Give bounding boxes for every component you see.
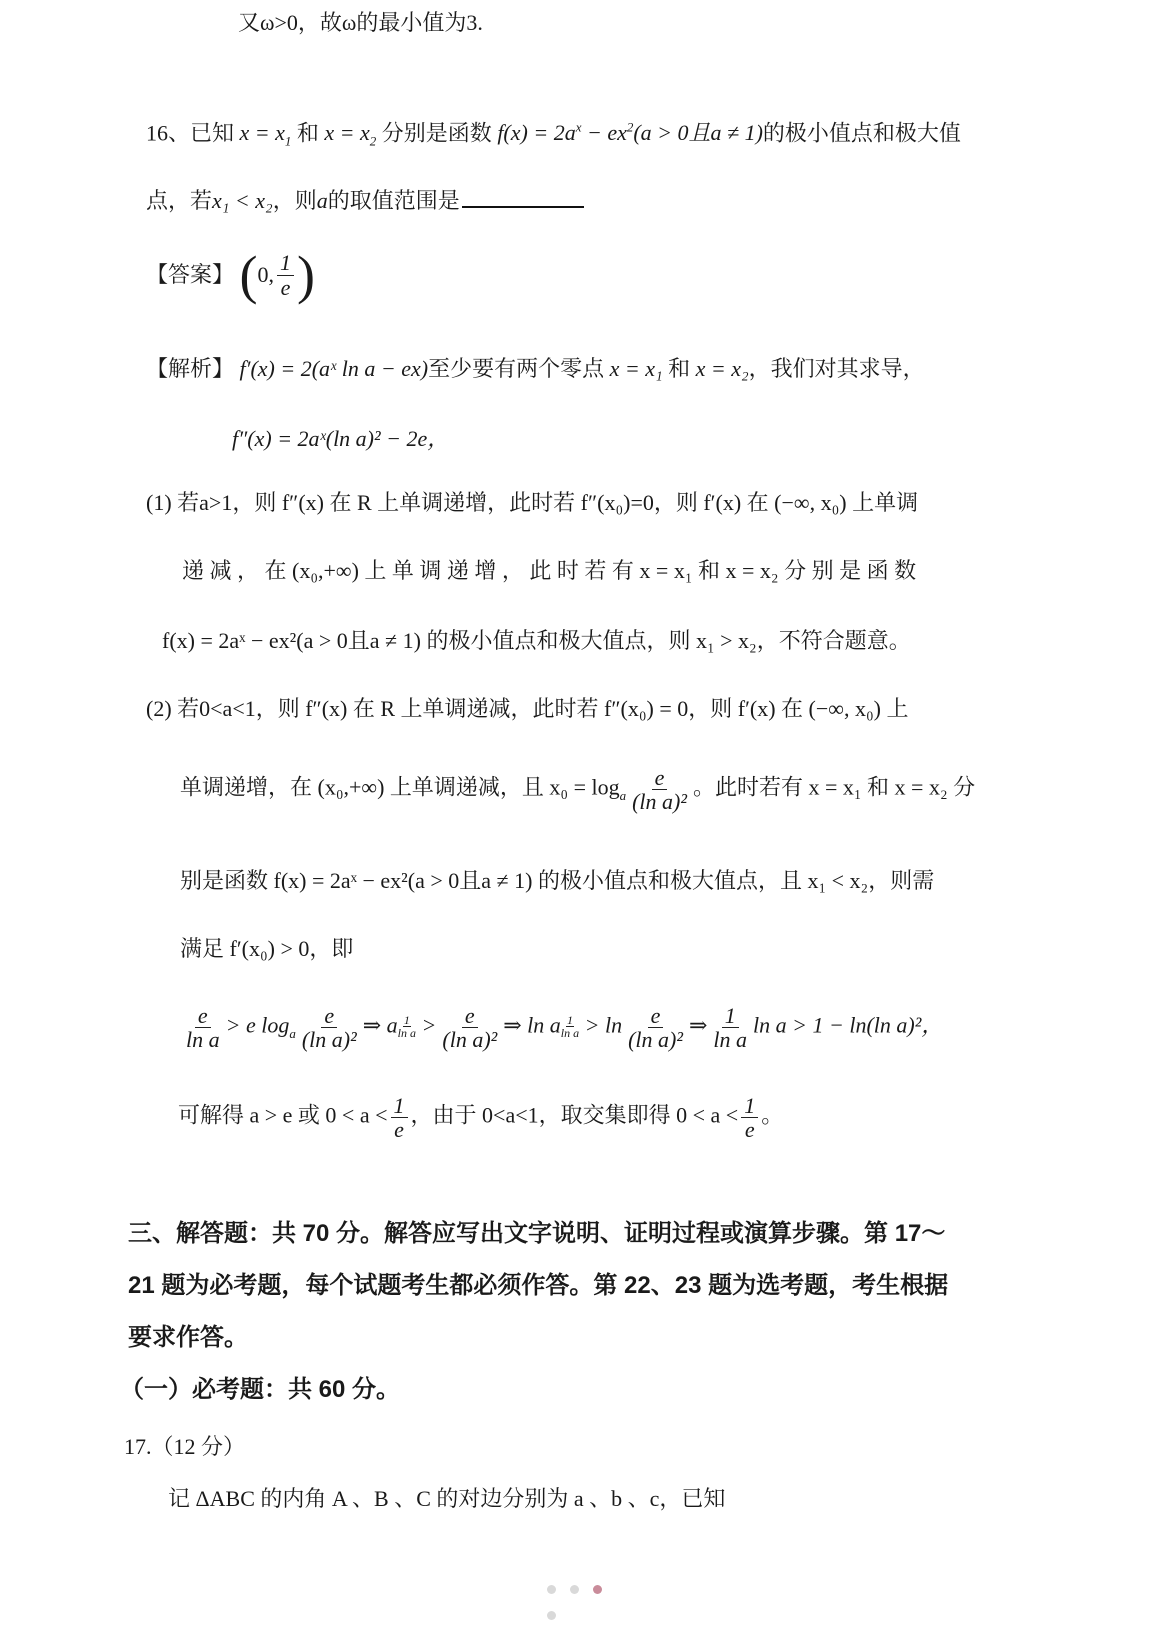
case2-line2 xyxy=(180,766,975,813)
close-paren: ) xyxy=(297,245,315,305)
math-first-derivative: f′(x) = 2(aˣ ln a − ex) xyxy=(239,356,429,381)
fraction: $\frac{e}{\text{ln a}}$ xyxy=(186,1003,220,1053)
text: 可解得 a > e 或 0 < a < xyxy=(178,1102,388,1128)
fraction: $\frac{1}{e}$ xyxy=(741,1094,758,1141)
page-dot xyxy=(547,1611,556,1620)
section-heading-text: 三、解答题：共 70 分。解答应写出文字说明、证明过程或演算步骤。第 17～ xyxy=(128,1220,946,1247)
text: 的取值范围是 xyxy=(327,188,460,213)
fraction: $\frac{1}{\text{ln a}}$ xyxy=(713,1003,748,1053)
text: 分别是函数 xyxy=(381,120,492,146)
case2-line4 xyxy=(180,936,353,962)
math-var: a xyxy=(316,188,328,213)
fraction: $\frac{e}{\text{(ln a)²}}$ xyxy=(628,1003,683,1053)
case1-line3 xyxy=(162,628,911,654)
math-function: $f(x) = 2a^x - ex^2(a > 0$且a ≠ 1) xyxy=(497,120,763,146)
text: 点，若 xyxy=(146,188,213,213)
text: (2) 若0<a<1，则 f″(x) 在 R 上单调递减，此时若 f″(x₀) = 0，则 f′(x) 在 (−∞, x₀) 上 xyxy=(146,696,909,721)
page-dot xyxy=(570,1585,579,1594)
question-text: 记 ΔABC 的内角 A 、B 、C 的对边分别为 a 、b 、c，已知 xyxy=(168,1486,726,1511)
conclusion-text: 又ω>0，故ω的最小值为3. xyxy=(238,10,483,35)
fraction: $\frac{e}{\text{(ln a)²}}$ xyxy=(442,1003,498,1053)
log-base: a xyxy=(619,788,627,804)
page-dot-active xyxy=(593,1585,602,1594)
analysis-label: 【解析】 xyxy=(146,356,235,381)
section3-line2 xyxy=(128,1272,948,1301)
math-x2: x = x₂ xyxy=(695,356,749,381)
analysis-line1 xyxy=(146,356,925,382)
section-heading-text: 21 题为必考题，每个试题考生都必须作答。第 22、23 题为选考题，考生根据 xyxy=(128,1272,949,1299)
q17-stem xyxy=(168,1486,725,1512)
answer-blank xyxy=(462,190,584,208)
math-x1: x = x₁ xyxy=(609,356,663,381)
math-x1: $x = x_1$ xyxy=(239,120,292,149)
text: 。此时若有 x = x₁ 和 x = x₂ 分 xyxy=(692,774,976,800)
case1-line2 xyxy=(182,558,916,584)
case2-line3 xyxy=(180,868,934,894)
text: ，则 xyxy=(272,188,317,213)
section3-subheading xyxy=(120,1376,400,1405)
text: 。 xyxy=(761,1102,784,1128)
text: 至少要有两个零点 xyxy=(428,356,605,381)
question-number: 17.（12 分） xyxy=(124,1434,246,1459)
case2-conclusion xyxy=(178,1094,783,1141)
text: 和 xyxy=(668,356,691,381)
answer-value: 0, xyxy=(257,261,274,287)
exponent-fraction: $\frac{1}{\text{ln a}}$ xyxy=(560,1013,580,1041)
open-paren: ( xyxy=(239,245,258,305)
math-x2: $x = x_2$ xyxy=(324,120,377,149)
q16-stem-line1 xyxy=(146,120,961,149)
text: 的极小值点和极大值 xyxy=(762,120,961,146)
section3-line1 xyxy=(128,1220,945,1249)
fraction: $\frac{e}{\text{(ln a)²}}$ xyxy=(301,1003,357,1053)
q16-stem-line2 xyxy=(146,188,584,214)
derivation-chain: $\frac{e}{\text{ln a}}$ > e $\log_a$ $\frac{e}{\text{(ln a)²}}$ ⇒ a $\frac{1}{\text{ln a}}$ > $\frac{e}{\text{(ln a)²}}$ ⇒ ln a $\frac{1}{\text{ln a}}$ > ln $\frac{e}{\text{(ln a)²}}$ ⇒ $\frac{1}{\text{ln a}}$ ln a > 1 − ln(ln a)²， xyxy=(180,1004,943,1051)
exponent-fraction: $\frac{1}{\text{ln a}}$ xyxy=(397,1013,417,1041)
text: 递 减 ， 在 (x₀,+∞) 上 单 调 递 增 ， 此 时 若 有 x = x₁ 和 x = x₂ 分 别 是 函 数 xyxy=(182,558,917,583)
text: 已知 xyxy=(190,120,235,146)
analysis-line2 xyxy=(232,426,449,452)
section-heading-text: 要求作答。 xyxy=(128,1324,248,1351)
math-condition: x₁ < x₂ xyxy=(212,188,273,213)
question-number: 16、 xyxy=(146,120,191,146)
answer-fraction: $\frac{1}{e}$ xyxy=(277,251,294,298)
text: 单调递增，在 (x₀,+∞) 上单调递减，且 x₀ = log xyxy=(180,774,620,800)
text: 别是函数 f(x) = 2aˣ − ex²(a > 0且a ≠ 1) 的极小值点和极大值点，且 x₁ < x₂，则需 xyxy=(180,868,935,893)
page-dot xyxy=(547,1585,556,1594)
subsection-heading: （一）必考题：共 60 分。 xyxy=(120,1376,401,1403)
text: ，由于 0<a<1，取交集即得 0 < a < xyxy=(410,1102,739,1128)
previous-answer-conclusion xyxy=(238,10,483,36)
text: f(x) = 2aˣ − ex²(a > 0且a ≠ 1) 的极小值点和极大值点，则 x₁ > x₂，不符合题意。 xyxy=(162,628,911,653)
case1-line1 xyxy=(146,490,918,516)
fraction: $\frac{e}{\text{(ln a)²}}$ xyxy=(632,765,687,815)
text: 满足 f′(x₀) > 0，即 xyxy=(180,936,354,961)
math-second-derivative: f″(x) = 2aˣ(ln a)² − 2e， xyxy=(232,426,450,451)
text: 和 xyxy=(296,120,319,146)
text: ，我们对其求导， xyxy=(748,356,925,381)
page-indicator xyxy=(540,1574,630,1586)
fraction: $\frac{1}{e}$ xyxy=(391,1094,408,1141)
answer-label: 【答案】 xyxy=(146,261,235,287)
q17-header xyxy=(124,1434,245,1460)
answer-row xyxy=(146,245,315,305)
text: (1) 若a>1，则 f″(x) 在 R 上单调递增，此时若 f″(x₀)=0，则 f′(x) 在 (−∞, x₀) 上单调 xyxy=(146,490,919,515)
case2-line1 xyxy=(146,696,908,722)
section3-line3 xyxy=(128,1324,248,1353)
